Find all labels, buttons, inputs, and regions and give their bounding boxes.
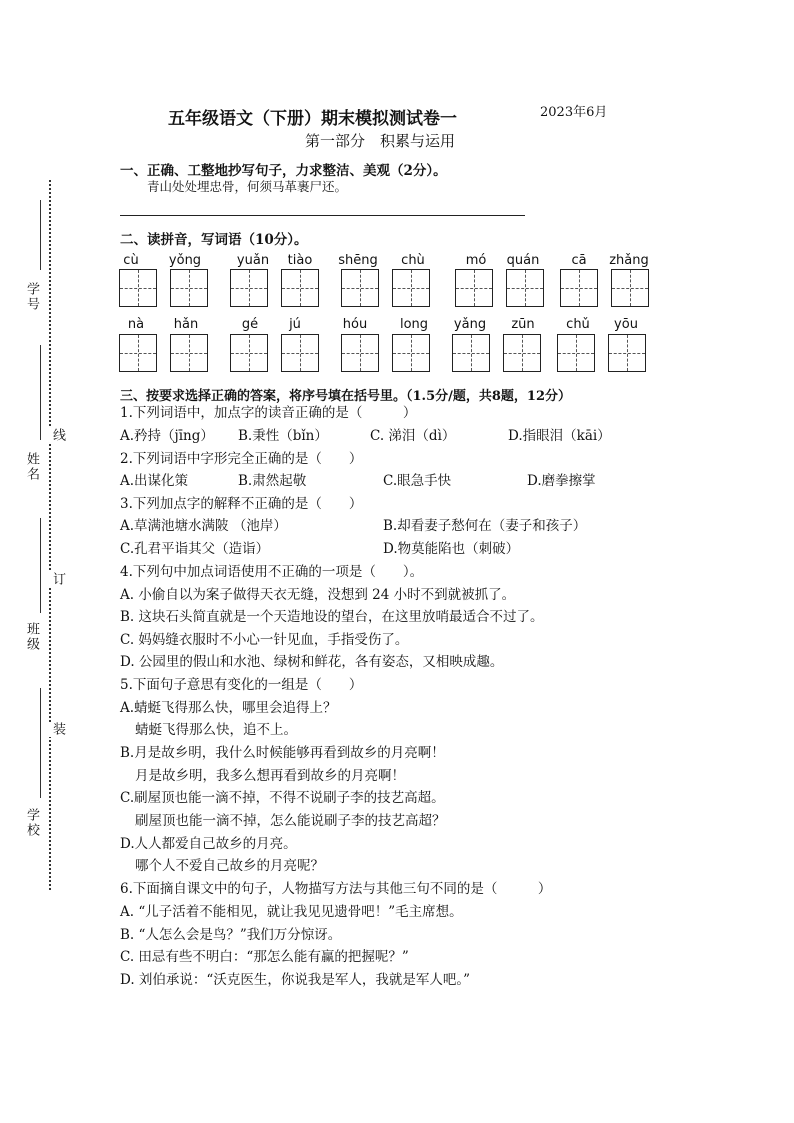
q5-option-b-1: B.月是故乡明，我什么时候能够再看到故乡的月亮啊！ xyxy=(120,745,445,761)
pinyin-label: mó xyxy=(465,253,487,268)
q1-option-a: A.矜持（jīng） xyxy=(120,428,214,444)
q2-option-c: C.眼急手快 xyxy=(383,473,452,489)
writing-grid-box[interactable] xyxy=(119,269,157,307)
q1-option-d: D.指眼泪（kāi） xyxy=(508,428,611,444)
question-4: 4.下列句中加点词语使用不正确的一项是（ ）。 xyxy=(120,564,424,580)
question-6: 6.下面摘自课文中的句子，人物描写方法与其他三句不同的是（ ） xyxy=(120,881,552,897)
label-order-mark: 订 xyxy=(50,572,65,587)
pinyin-label: yuǎn xyxy=(236,253,270,268)
binding-dotted-line xyxy=(49,180,51,890)
pinyin-label: long xyxy=(399,317,429,332)
writing-grid-box[interactable] xyxy=(230,269,268,307)
q1-option-b: B.秉性（bǐn） xyxy=(238,428,328,444)
q6-option-c: C. 田忌有些不明白：“那怎么能有赢的把握呢？” xyxy=(120,949,409,965)
writing-grid-box[interactable] xyxy=(170,334,208,372)
binding-line-studentid xyxy=(40,200,41,270)
q5-option-a-1: A.蜻蜓飞得那么快，哪里会追得上？ xyxy=(120,700,337,716)
pinyin-label: hǎn xyxy=(173,317,199,332)
writing-grid-box[interactable] xyxy=(557,334,595,372)
binding-line-school xyxy=(40,688,41,798)
writing-grid-box[interactable] xyxy=(281,334,319,372)
q6-option-a: A. “儿子活着不能相见，就让我见见遗骨吧！”毛主席想。 xyxy=(120,904,463,920)
q6-option-b: B. “人怎么会是鸟？”我们万分惊讶。 xyxy=(120,927,342,943)
question-5: 5.下面句子意思有变化的一组是（ ） xyxy=(120,677,363,693)
writing-grid-box[interactable] xyxy=(503,334,541,372)
pinyin-label: zhǎng xyxy=(609,253,649,268)
exam-date: 2023年6月 xyxy=(540,105,608,120)
pinyin-label: yǒng xyxy=(168,253,202,268)
pinyin-label: yōu xyxy=(614,317,638,332)
label-student-id: 学号 xyxy=(24,282,39,312)
label-name: 姓名 xyxy=(24,452,39,482)
pinyin-label: cā xyxy=(571,253,587,268)
q5-option-a-2: 蜻蜓飞得那么快，追不上。 xyxy=(135,722,297,738)
question-2: 2.下列词语中字形完全正确的是（ ） xyxy=(120,451,363,467)
q3-option-a: A.草满池塘水满陂 （池岸） xyxy=(120,518,287,534)
pinyin-label: tiào xyxy=(287,253,313,268)
q4-option-a: A. 小偷自以为案子做得天衣无缝，没想到 24 小时不到就被抓了。 xyxy=(120,587,516,603)
q6-option-d: D. 刘伯承说：“沃克医生，你说我是军人，我就是军人吧。” xyxy=(120,972,470,988)
binding-line-name xyxy=(40,345,41,440)
question-3: 3.下列加点字的解释不正确的是（ ） xyxy=(120,496,363,512)
pinyin-label: zūn xyxy=(511,317,535,332)
q5-option-d-2: 哪个人不爱自己故乡的月亮呢？ xyxy=(135,858,324,874)
q2-option-d: D.磨拳擦掌 xyxy=(527,473,596,489)
pinyin-label: nà xyxy=(127,317,145,332)
pinyin-label: chǔ xyxy=(566,317,590,332)
writing-grid-box[interactable] xyxy=(608,334,646,372)
section3-heading: 三、按要求选择正确的答案，将序号填在括号里。（1.5分/题，共8题，12分） xyxy=(120,389,572,404)
section1-sentence: 青山处处埋忠骨，何须马革裹尸还。 xyxy=(147,179,348,194)
exam-title: 五年级语文（下册）期末模拟测试卷一 xyxy=(168,109,457,129)
q5-option-c-1: C.刷屋顶也能一滴不掉，不得不说刷子李的技艺高超。 xyxy=(120,790,445,806)
writing-grid-box[interactable] xyxy=(341,334,379,372)
q2-option-b: B.肃然起敬 xyxy=(238,473,307,489)
writing-grid-box[interactable] xyxy=(452,334,490,372)
writing-grid-box[interactable] xyxy=(281,269,319,307)
writing-grid-box[interactable] xyxy=(341,269,379,307)
q2-option-a: A.出谋化策 xyxy=(120,473,189,489)
label-school: 学校 xyxy=(24,808,39,838)
question-1: 1.下列词语中，加点字的读音正确的是（ ） xyxy=(120,405,417,421)
pinyin-label: chù xyxy=(401,253,425,268)
q5-option-b-2: 月是故乡明，我多么想再看到故乡的月亮啊！ xyxy=(135,768,405,784)
label-class: 班级 xyxy=(24,622,39,652)
writing-grid-box[interactable] xyxy=(230,334,268,372)
q3-option-d: D.物莫能陷也（刺破） xyxy=(383,541,520,557)
writing-grid-box[interactable] xyxy=(455,269,493,307)
q4-option-c: C. 妈妈缝衣服时不小心一针见血，手指受伤了。 xyxy=(120,632,409,648)
binding-line-class xyxy=(40,518,41,613)
section1-heading: 一、正确、工整地抄写句子，力求整洁、美观（2分）。 xyxy=(120,163,447,179)
q4-option-d: D. 公园里的假山和水池、绿树和鲜花，各有姿态，又相映成趣。 xyxy=(120,654,504,670)
pinyin-label: yǎng xyxy=(453,317,487,332)
q5-option-d-1: D.人人都爱自己故乡的月亮。 xyxy=(120,836,297,852)
label-bind-mark: 装 xyxy=(50,722,65,737)
part-title: 第一部分 积累与运用 xyxy=(305,132,456,150)
q1-option-c: C. 涕泪（dì） xyxy=(370,428,456,444)
q3-option-b: B.却看妻子愁何在（妻子和孩子） xyxy=(383,518,587,534)
pinyin-label: jú xyxy=(289,317,301,332)
writing-grid-box[interactable] xyxy=(392,334,430,372)
pinyin-label: hóu xyxy=(342,317,368,332)
writing-grid-box[interactable] xyxy=(560,269,598,307)
label-line-mark: 线 xyxy=(50,428,65,443)
pinyin-label: shēng xyxy=(338,253,378,268)
section2-heading: 二、读拼音，写词语（10分）。 xyxy=(120,232,308,248)
pinyin-label: quán xyxy=(506,253,540,268)
pinyin-label: gé xyxy=(241,317,259,332)
q3-option-c: C.孔君平诣其父（造诣） xyxy=(120,541,270,557)
writing-grid-box[interactable] xyxy=(392,269,430,307)
copy-answer-line[interactable] xyxy=(120,215,525,216)
writing-grid-box[interactable] xyxy=(119,334,157,372)
writing-grid-box[interactable] xyxy=(506,269,544,307)
q5-option-c-2: 刷屋顶也能一滴不掉，怎么能说刷子李的技艺高超？ xyxy=(135,813,446,829)
q4-option-b: B. 这块石头简直就是一个天造地设的望台，在这里放哨最适合不过了。 xyxy=(120,609,544,625)
writing-grid-box[interactable] xyxy=(611,269,649,307)
writing-grid-box[interactable] xyxy=(170,269,208,307)
pinyin-label: cù xyxy=(123,253,139,268)
